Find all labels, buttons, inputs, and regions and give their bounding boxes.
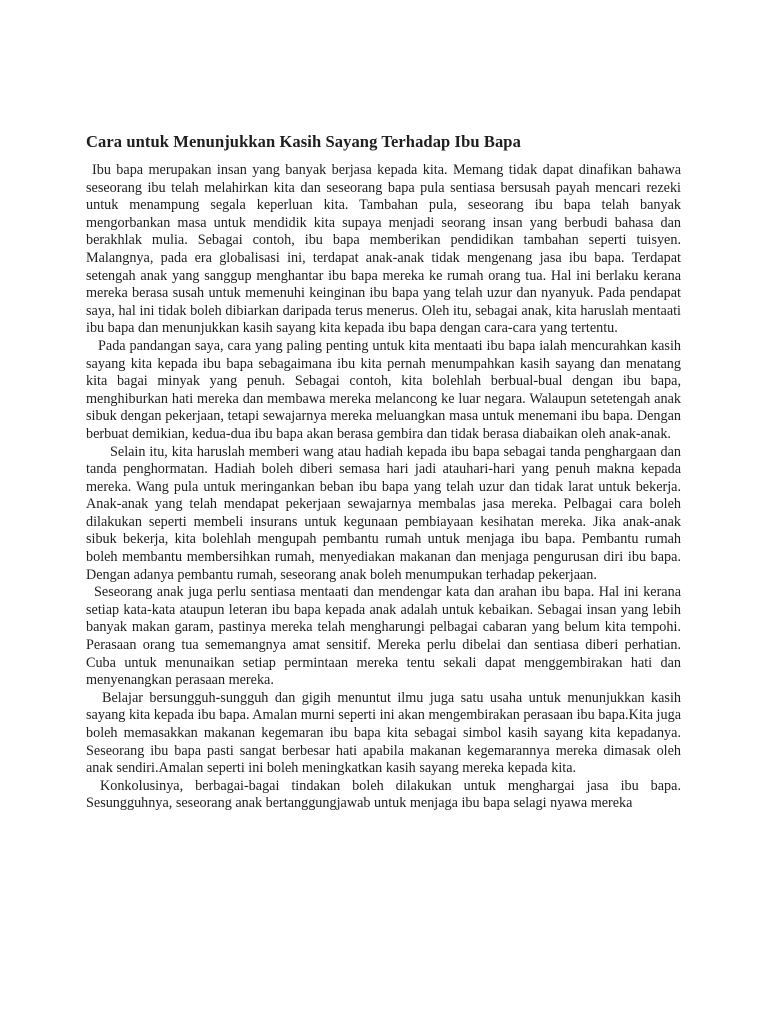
paragraph-gifts: Selain itu, kita haruslah memberi wang atau hadiah kepada ibu bapa sebagai tanda penghargaan dan tanda penghormatan. Hadiah boleh diberi semasa hari jadi atauhari-hari yang penuh makna kepada mereka. Wang pula untuk meringankan beban ibu bapa yang telah uzur dan tidak larat untuk bekerja. Anak-anak yang telah mendapat pekerjaan sewajarnya membalas jasa mereka. Pelbagai cara boleh dilakukan seperti membeli insurans untuk kegunaan pembiayaan kesihatan mereka. Jika anak-anak sibuk bekerja, kita bolehlah mengupah pembantu rumah untuk menjaga ibu bapa. Pembantu rumah boleh membantu membersihkan rumah, menyediakan makanan dan menjaga pengurusan diri ibu bapa. Dengan adanya pembantu rumah, seseorang anak boleh menumpukan terhadap pekerjaan. xyxy=(86,443,681,583)
paragraph-obey: Seseorang anak juga perlu sentiasa mentaati dan mendengar kata dan arahan ibu bapa. Hal ini kerana setiap kata-kata ataupun leteran ibu bapa kepada anak adalah untuk kebaikan. Sebagai insan yang lebih banyak makan garam, pastinya mereka telah mengharungi pelbagai cabaran yang belum kita tempohi. Perasaan orang tua sememangnya amat sensitif. Mereka perlu dibelai dan sentiasa diberi perhatian. Cuba untuk menunaikan setiap permintaan mereka tentu sekali dapat menggembirakan hati dan menyenangkan perasaan mereka. xyxy=(86,584,681,689)
paragraph-intro: Ibu bapa merupakan insan yang banyak berjasa kepada kita. Memang tidak dapat dinafikan bahawa seseorang ibu telah melahirkan kita dan seseorang bapa pula sentiasa bersusah payah mencari rezeki untuk menampung segala keperluan kita. Tambahan pula, seseorang ibu bapa telah banyak mengorbankan masa untuk mendidik kita supaya menjadi seorang insan yang berbudi bahasa dan berakhlak mulia. Sebagai contoh, ibu bapa memberikan pendidikan tambahan seperti tuisyen. Malangnya, pada era globalisasi ini, terdapat anak-anak tidak mengenang jasa ibu bapa. Terdapat setengah anak yang sanggup menghantar ibu bapa mereka ke rumah orang tua. Hal ini berlaku kerana mereka berasa susah untuk memenuhi keinginan ibu bapa yang telah uzur dan nyanyuk. Pada pendapat saya, hal ini tidak boleh dibiarkan daripada terus menerus. Oleh itu, sebagai anak, kita haruslah mentaati ibu bapa dan menunjukkan kasih sayang kita kepada ibu bapa dengan cara-cara yang tertentu. xyxy=(86,162,681,337)
document-title: Cara untuk Menunjukkan Kasih Sayang Terhadap Ibu Bapa xyxy=(86,132,521,151)
paragraph-study: Belajar bersungguh-sungguh dan gigih menuntut ilmu juga satu usaha untuk menunjukkan kasih sayang kita kepada ibu bapa. Amalan murni seperti ini akan mengembirakan perasaan ibu bapa.Kita juga boleh memasakkan makanan kegemaran ibu bapa kita sebagai simbol kasih sayang kita kepadanya. Seseorang ibu bapa pasti sangat berbesar hati apabila makanan kegemarannya mereka dimasak oleh anak sendiri.Amalan seperti ini boleh meningkatkan kasih sayang mereka kepada kita. xyxy=(86,689,681,777)
paragraph-conclusion: Konkolusinya, berbagai-bagai tindakan boleh dilakukan untuk menghargai jasa ibu bapa. Sesungguhnya, seseorang anak bertanggungjawab untuk menjaga ibu bapa selagi nyawa mereka xyxy=(86,777,681,812)
document-page xyxy=(86,132,681,813)
paragraph-love: Pada pandangan saya, cara yang paling penting untuk kita mentaati ibu bapa ialah mencurahkan kasih sayang kita kepada ibu bapa sebagaimana ibu kita pernah menumpahkan kasih sayang dan menatang kita bagai minyak yang penuh. Sebagai contoh, kita bolehlah berbual-bual dengan ibu bapa, menghiburkan hati mereka dan membawa mereka melancong ke luar negara. Walaupun setetengah anak sibuk dengan pekerjaan, tetapi sewajarnya mereka meluangkan masa untuk menemani ibu bapa. Dengan berbuat demikian, kedua-dua ibu bapa akan berasa gembira dan tidak berasa diabaikan oleh anak-anak. xyxy=(86,337,681,442)
